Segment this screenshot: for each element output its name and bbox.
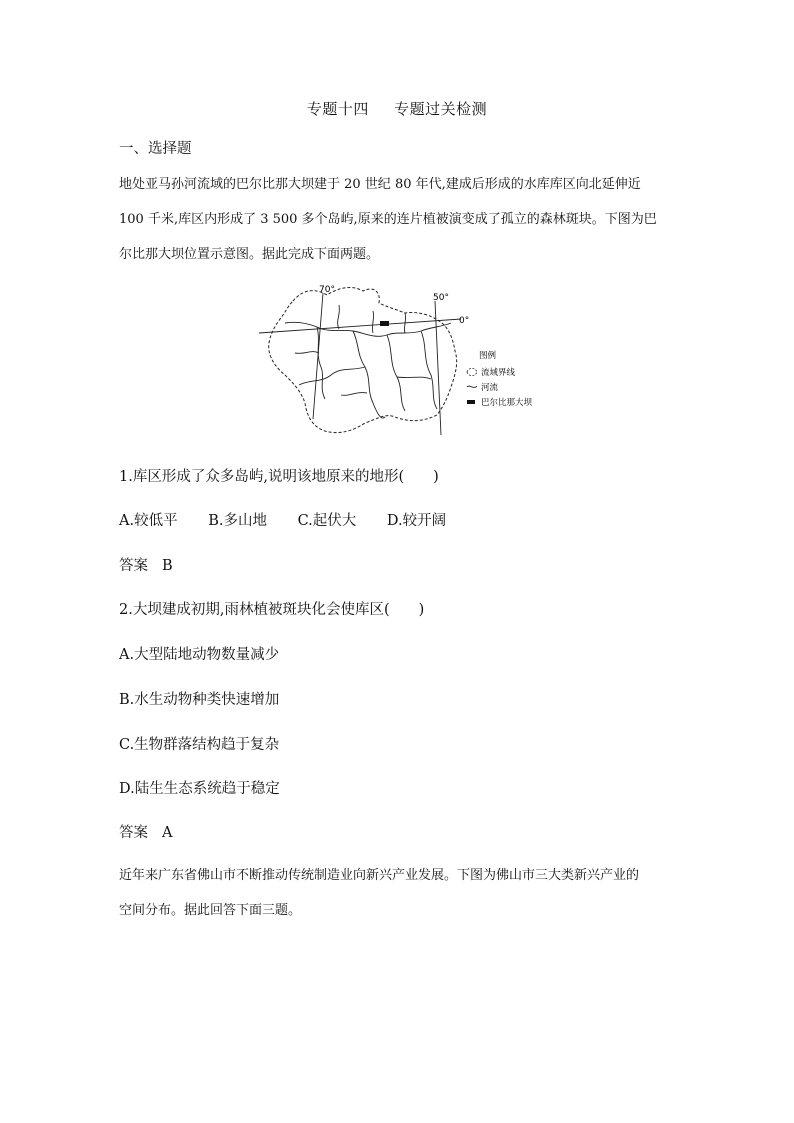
question-2-answer bbox=[119, 821, 172, 842]
legend-boundary-label: 流域界线 bbox=[481, 368, 516, 378]
topic-number: 专题十四 bbox=[306, 100, 369, 118]
section-heading: 一、选择题 bbox=[119, 141, 192, 157]
legend-river-label: 河流 bbox=[481, 383, 499, 393]
q1-answer-label: 答案 bbox=[119, 558, 148, 574]
passage-2-line: 近年来广东省佛山市不断推动传统制造业向新兴产业发展。下图为佛山市三大类新兴产业的 bbox=[119, 868, 640, 883]
legend-title: 图例 bbox=[479, 351, 497, 361]
q1-option-b: B.多山地 bbox=[208, 513, 267, 529]
q1-option-a: A.较低平 bbox=[119, 513, 178, 529]
balbina-dam-location-map bbox=[255, 283, 545, 439]
q2-option-d: D.陆生生态系统趋于稳定 bbox=[119, 781, 280, 797]
question-1-options bbox=[119, 509, 472, 530]
legend-dam-symbol bbox=[467, 400, 475, 404]
q1-option-c: C.起伏大 bbox=[297, 513, 357, 529]
question-1-stem: 1.库区形成了众多岛屿,说明该地原来的地形( ) bbox=[119, 469, 439, 485]
meridian-70 bbox=[313, 293, 323, 419]
q2-option-c: C.生物群落结构趋于复杂 bbox=[119, 737, 280, 753]
q1-answer-value: B bbox=[162, 558, 173, 574]
topic-subtitle: 专题过关检测 bbox=[394, 100, 488, 118]
question-1-answer bbox=[119, 554, 173, 575]
q2-answer-label: 答案 bbox=[119, 825, 148, 841]
passage-2 bbox=[119, 858, 679, 928]
passage-1-line: 尔比那大坝位置示意图。据此完成下面两题。 bbox=[119, 247, 380, 262]
river-network bbox=[285, 305, 451, 418]
legend-river-symbol bbox=[467, 386, 477, 387]
passage-1-line: 地处亚马孙河流域的巴尔比那大坝建于 20 世纪 80 年代,建成后形成的水库库区向北延伸近 bbox=[119, 177, 641, 192]
q1-option-d: D.较开阔 bbox=[386, 513, 447, 529]
lon-label-50: 50° bbox=[433, 293, 449, 303]
basin-boundary bbox=[269, 288, 457, 433]
q2-answer-value: A bbox=[162, 825, 173, 841]
passage-1-line: 100 千米,库区内形成了 3 500 多个岛屿,原来的连片植被演变成了孤立的森林斑块。下图为巴 bbox=[119, 212, 657, 227]
dam-marker bbox=[380, 321, 389, 326]
q2-option-b: B.水生动物种类快速增加 bbox=[119, 692, 280, 708]
equator-line bbox=[259, 319, 461, 333]
map-legend bbox=[467, 350, 533, 408]
legend-dam-label: 巴尔比那大坝 bbox=[481, 398, 533, 408]
passage-1 bbox=[119, 167, 679, 272]
passage-2-line: 空间分布。据此回答下面三题。 bbox=[119, 903, 302, 918]
question-2-stem: 2.大坝建成初期,雨林植被斑块化会使库区( ) bbox=[119, 602, 425, 618]
lon-label-70: 70° bbox=[319, 285, 335, 295]
page-title bbox=[0, 98, 794, 119]
legend-boundary-symbol bbox=[467, 368, 477, 376]
q2-option-a: A.大型陆地动物数量减少 bbox=[119, 647, 280, 663]
lat-label-0: 0° bbox=[459, 316, 470, 326]
